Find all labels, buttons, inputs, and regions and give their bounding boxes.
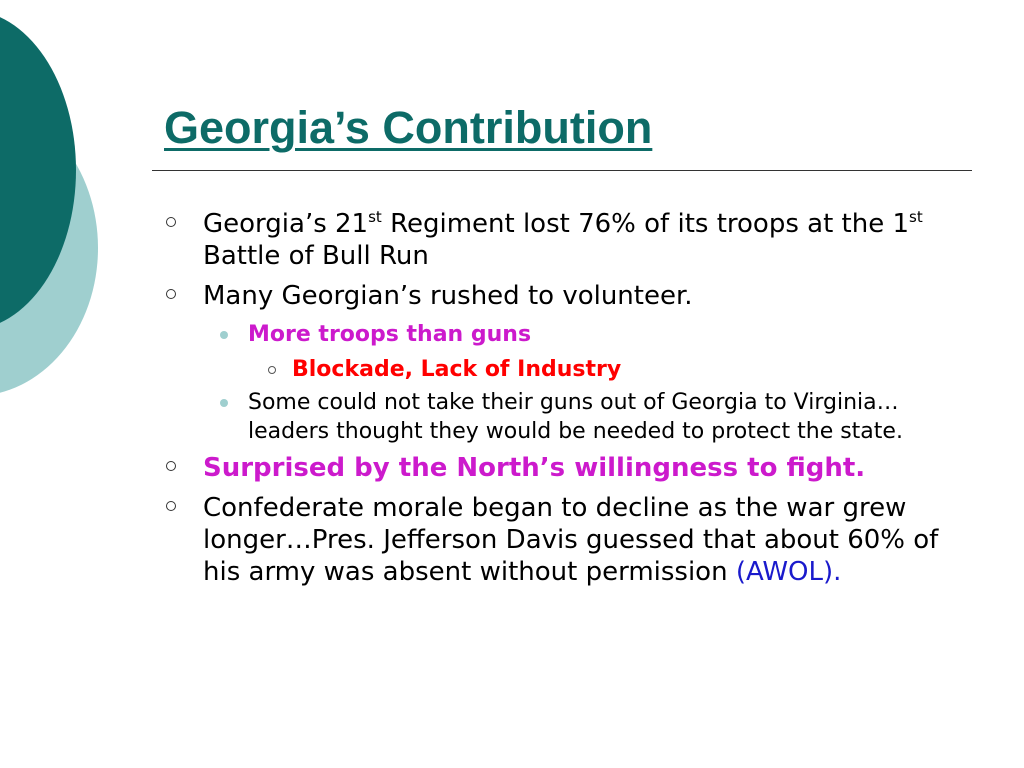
hollow-circle-bullet-icon [268, 366, 276, 374]
hollow-circle-bullet-icon [166, 461, 176, 471]
slide-body [164, 208, 964, 596]
bullet-north-willingness [164, 452, 964, 484]
filled-dot-bullet-icon [220, 399, 228, 407]
sub-bullet-troops-guns [248, 320, 964, 349]
slide-title: Georgia’s Contribution [164, 102, 653, 153]
title-divider [152, 170, 972, 171]
hollow-circle-bullet-icon [166, 289, 176, 299]
sub-bullet-guns-stay [248, 388, 964, 446]
bullet-text: Surprised by the North’s willingness to fight. [203, 453, 866, 483]
bullet-morale-decline [164, 492, 964, 588]
ordinal-suffix: st [909, 208, 923, 226]
bullet-volunteers [164, 280, 964, 312]
ordinal-suffix: st [368, 208, 382, 226]
bullet-text-part: Regiment lost 76% of its troops at the 1 [381, 209, 910, 239]
hollow-circle-bullet-icon [166, 217, 176, 227]
bullet-regiment-losses [164, 208, 964, 272]
bullet-text-part: Battle of Bull Run [203, 241, 429, 271]
bullet-text: More troops than guns [248, 322, 532, 347]
sub-sub-bullet-blockade [292, 355, 964, 384]
bullet-text: Some could not take their guns out of Georgia to Virginia…leaders thought they would be needed to protect the state. [248, 390, 903, 444]
hollow-circle-bullet-icon [166, 501, 176, 511]
bullet-text: Blockade, Lack of Industry [292, 357, 622, 382]
bullet-text: Confederate morale began to decline as the war grew longer…Pres. Jefferson Davis guessed that about 60% of his army was absent without permission [203, 493, 939, 587]
filled-dot-bullet-icon [220, 331, 228, 339]
awol-highlight: (AWOL). [735, 557, 842, 587]
bullet-text: Many Georgian’s rushed to volunteer. [203, 281, 693, 311]
bullet-text-part: Georgia’s 21 [203, 209, 369, 239]
